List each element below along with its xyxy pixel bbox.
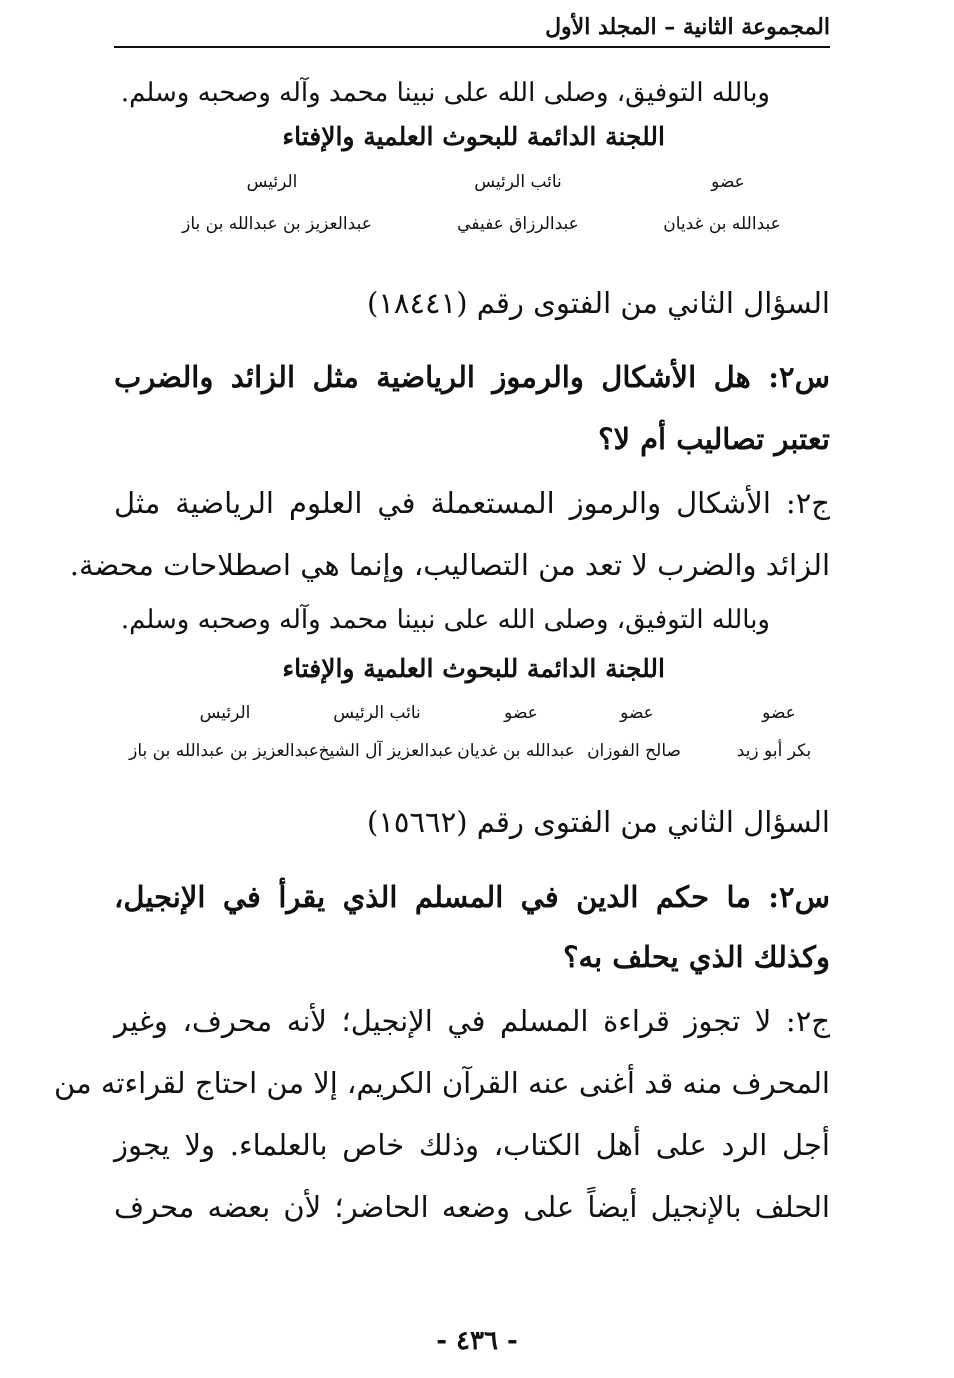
question-line: س٢: هل الأشكال والرموز الرياضية مثل الزائد والضرب: [114, 360, 830, 394]
answer-line: ج٢: الأشكال والرموز المستعملة في العلوم الرياضية مثل: [114, 486, 830, 520]
signatory-role: عضو: [504, 703, 538, 723]
closing-formula: وبالله التوفيق، وصلى الله على نبينا محمد وآله وصحبه وسلم.: [120, 605, 770, 635]
answer-line: المحرف منه قد أغنى عنه القرآن الكريم، إلا من احتاج لقراءته من: [54, 1066, 830, 1100]
signatory-name: عبدالعزيز آل الشيخ: [318, 741, 454, 761]
signatory-name: عبدالعزيز بن عبدالله بن باز: [129, 741, 319, 761]
signatory-name: عبدالعزيز بن عبدالله بن باز: [182, 214, 372, 234]
signatory-name: عبدالله بن غديان: [457, 741, 575, 761]
signatory-role: نائب الرئيس: [333, 703, 421, 723]
signatory-role: الرئيس: [199, 703, 251, 723]
answer-line: أجل الرد على أهل الكتاب، وذلك خاص بالعلماء. ولا يجوز: [114, 1128, 830, 1162]
header-rule: [114, 46, 830, 48]
signatory-name: بكر أبو زيد: [736, 741, 812, 761]
signatory-role: نائب الرئيس: [474, 172, 562, 192]
answer-line: الزائد والضرب لا تعد من التصاليب، وإنما هي اصطلاحات محضة.: [69, 548, 830, 582]
answer-line: ج٢: لا تجوز قراءة المسلم في الإنجيل؛ لأنه محرف، وغير: [114, 1004, 830, 1038]
signatory-name: عبدالله بن غديان: [663, 214, 781, 234]
signatory-role: عضو: [762, 703, 796, 723]
question-line: تعتبر تصاليب أم لا؟: [598, 422, 830, 456]
running-header: المجموعة الثانية – المجلد الأول: [545, 14, 830, 40]
page-number: - ٤٣٦ -: [436, 1326, 518, 1356]
committee-name: اللجنة الدائمة للبحوث العلمية والإفتاء: [282, 122, 665, 151]
signatory-role: عضو: [620, 703, 654, 723]
committee-name: اللجنة الدائمة للبحوث العلمية والإفتاء: [282, 654, 665, 683]
fatwa-heading: السؤال الثاني من الفتوى رقم (١٨٤٤١): [367, 286, 830, 320]
question-line: وكذلك الذي يحلف به؟: [563, 940, 830, 974]
signatory-name: صالح الفوزان: [587, 741, 681, 761]
signatory-role: عضو: [711, 172, 745, 192]
answer-line: الحلف بالإنجيل أيضاً على وضعه الحاضر؛ لأن بعضه محرف: [114, 1190, 830, 1224]
fatwa-heading: السؤال الثاني من الفتوى رقم (١٥٦٦٢): [367, 805, 830, 839]
closing-formula: وبالله التوفيق، وصلى الله على نبينا محمد وآله وصحبه وسلم.: [120, 78, 770, 108]
question-line: س٢: ما حكم الدين في المسلم الذي يقرأ في الإنجيل،: [114, 880, 830, 914]
signatory-role: الرئيس: [246, 172, 298, 192]
signatory-name: عبدالرزاق عفيفي: [457, 214, 579, 234]
